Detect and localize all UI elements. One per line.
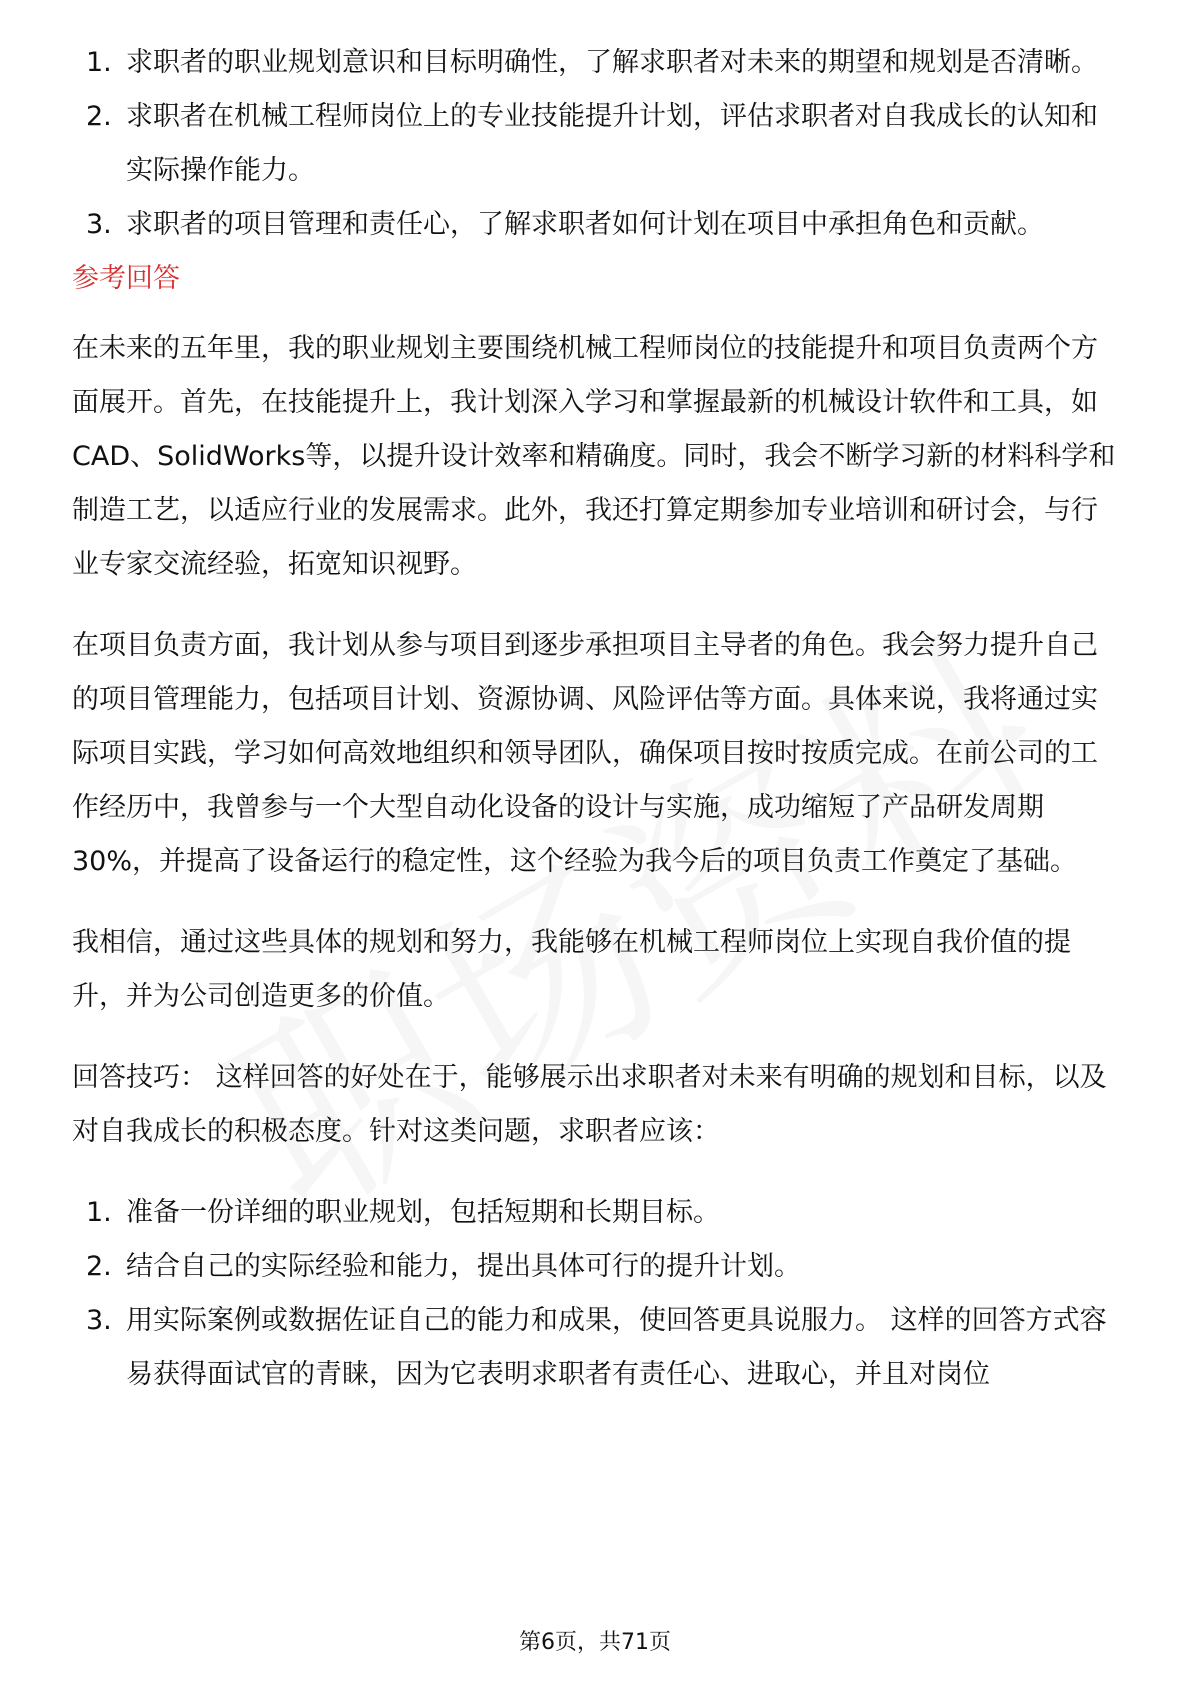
list-item (72, 1186, 1124, 1240)
answer-paragraph: 我相信，通过这些具体的规划和努力，我能够在机械工程师岗位上实现自我价值的提升，并为公司创造更多的价值。 (72, 927, 1071, 1012)
page-footer: 第6页，共71页 (519, 1630, 671, 1655)
list-item (72, 1240, 1124, 1294)
list-item-number: 2. (86, 101, 112, 132)
list-item-number: 2. (86, 1251, 112, 1282)
list-item-text: 求职者在机械工程师岗位上的专业技能提升计划，评估求职者对自我成长的认知和实际操作能力。 (126, 101, 1098, 186)
list-item-text: 结合自己的实际经验和能力，提出具体可行的提升计划。 (126, 1251, 801, 1282)
criteria-list (72, 36, 1124, 252)
list-item (72, 90, 1124, 198)
list-item (72, 36, 1124, 90)
list-item-text: 用实际案例或数据佐证自己的能力和成果，使回答更具说服力。 这样的回答方式容易获得面试官的青睐，因为它表明求职者有责任心、进取心，并且对岗位 (126, 1305, 1107, 1390)
answer-tips-paragraph: 回答技巧： 这样回答的好处在于，能够展示出求职者对未来有明确的规划和目标，以及对自我成长的积极态度。针对这类问题，求职者应该： (72, 1062, 1107, 1147)
reference-answer-heading: 参考回答 (72, 263, 180, 294)
document-content (72, 36, 1124, 1402)
list-item-number: 3. (86, 1305, 112, 1336)
list-item-number: 1. (86, 1197, 112, 1228)
tips-list (72, 1186, 1124, 1402)
list-item-number: 1. (86, 47, 112, 78)
list-item (72, 198, 1124, 252)
list-item (72, 1294, 1124, 1402)
answer-paragraph: 在未来的五年里，我的职业规划主要围绕机械工程师岗位的技能提升和项目负责两个方面展开。首先，在技能提升上，我计划深入学习和掌握最新的机械设计软件和工具，如CAD、SolidWorks等，以提升设计效率和精确度。同时，我会不断学习新的材料科学和制造工艺，以适应行业的发展需求。此外，我还打算定期参加专业培训和研讨会，与行业专家交流经验，拓宽知识视野。 (72, 333, 1116, 580)
list-item-text: 准备一份详细的职业规划，包括短期和长期目标。 (126, 1197, 720, 1228)
list-item-number: 3. (86, 209, 112, 240)
list-item-text: 求职者的项目管理和责任心，了解求职者如何计划在项目中承担角色和贡献。 (126, 209, 1044, 240)
list-item-text: 求职者的职业规划意识和目标明确性，了解求职者对未来的期望和规划是否清晰。 (126, 47, 1098, 78)
answer-paragraph: 在项目负责方面，我计划从参与项目到逐步承担项目主导者的角色。我会努力提升自己的项目管理能力，包括项目计划、资源协调、风险评估等方面。具体来说，我将通过实际项目实践，学习如何高效地组织和领导团队，确保项目按时按质完成。在前公司的工作经历中，我曾参与一个大型自动化设备的设计与实施，成功缩短了产品研发周期30%，并提高了设备运行的稳定性，这个经验为我今后的项目负责工作奠定了基础。 (72, 630, 1098, 877)
